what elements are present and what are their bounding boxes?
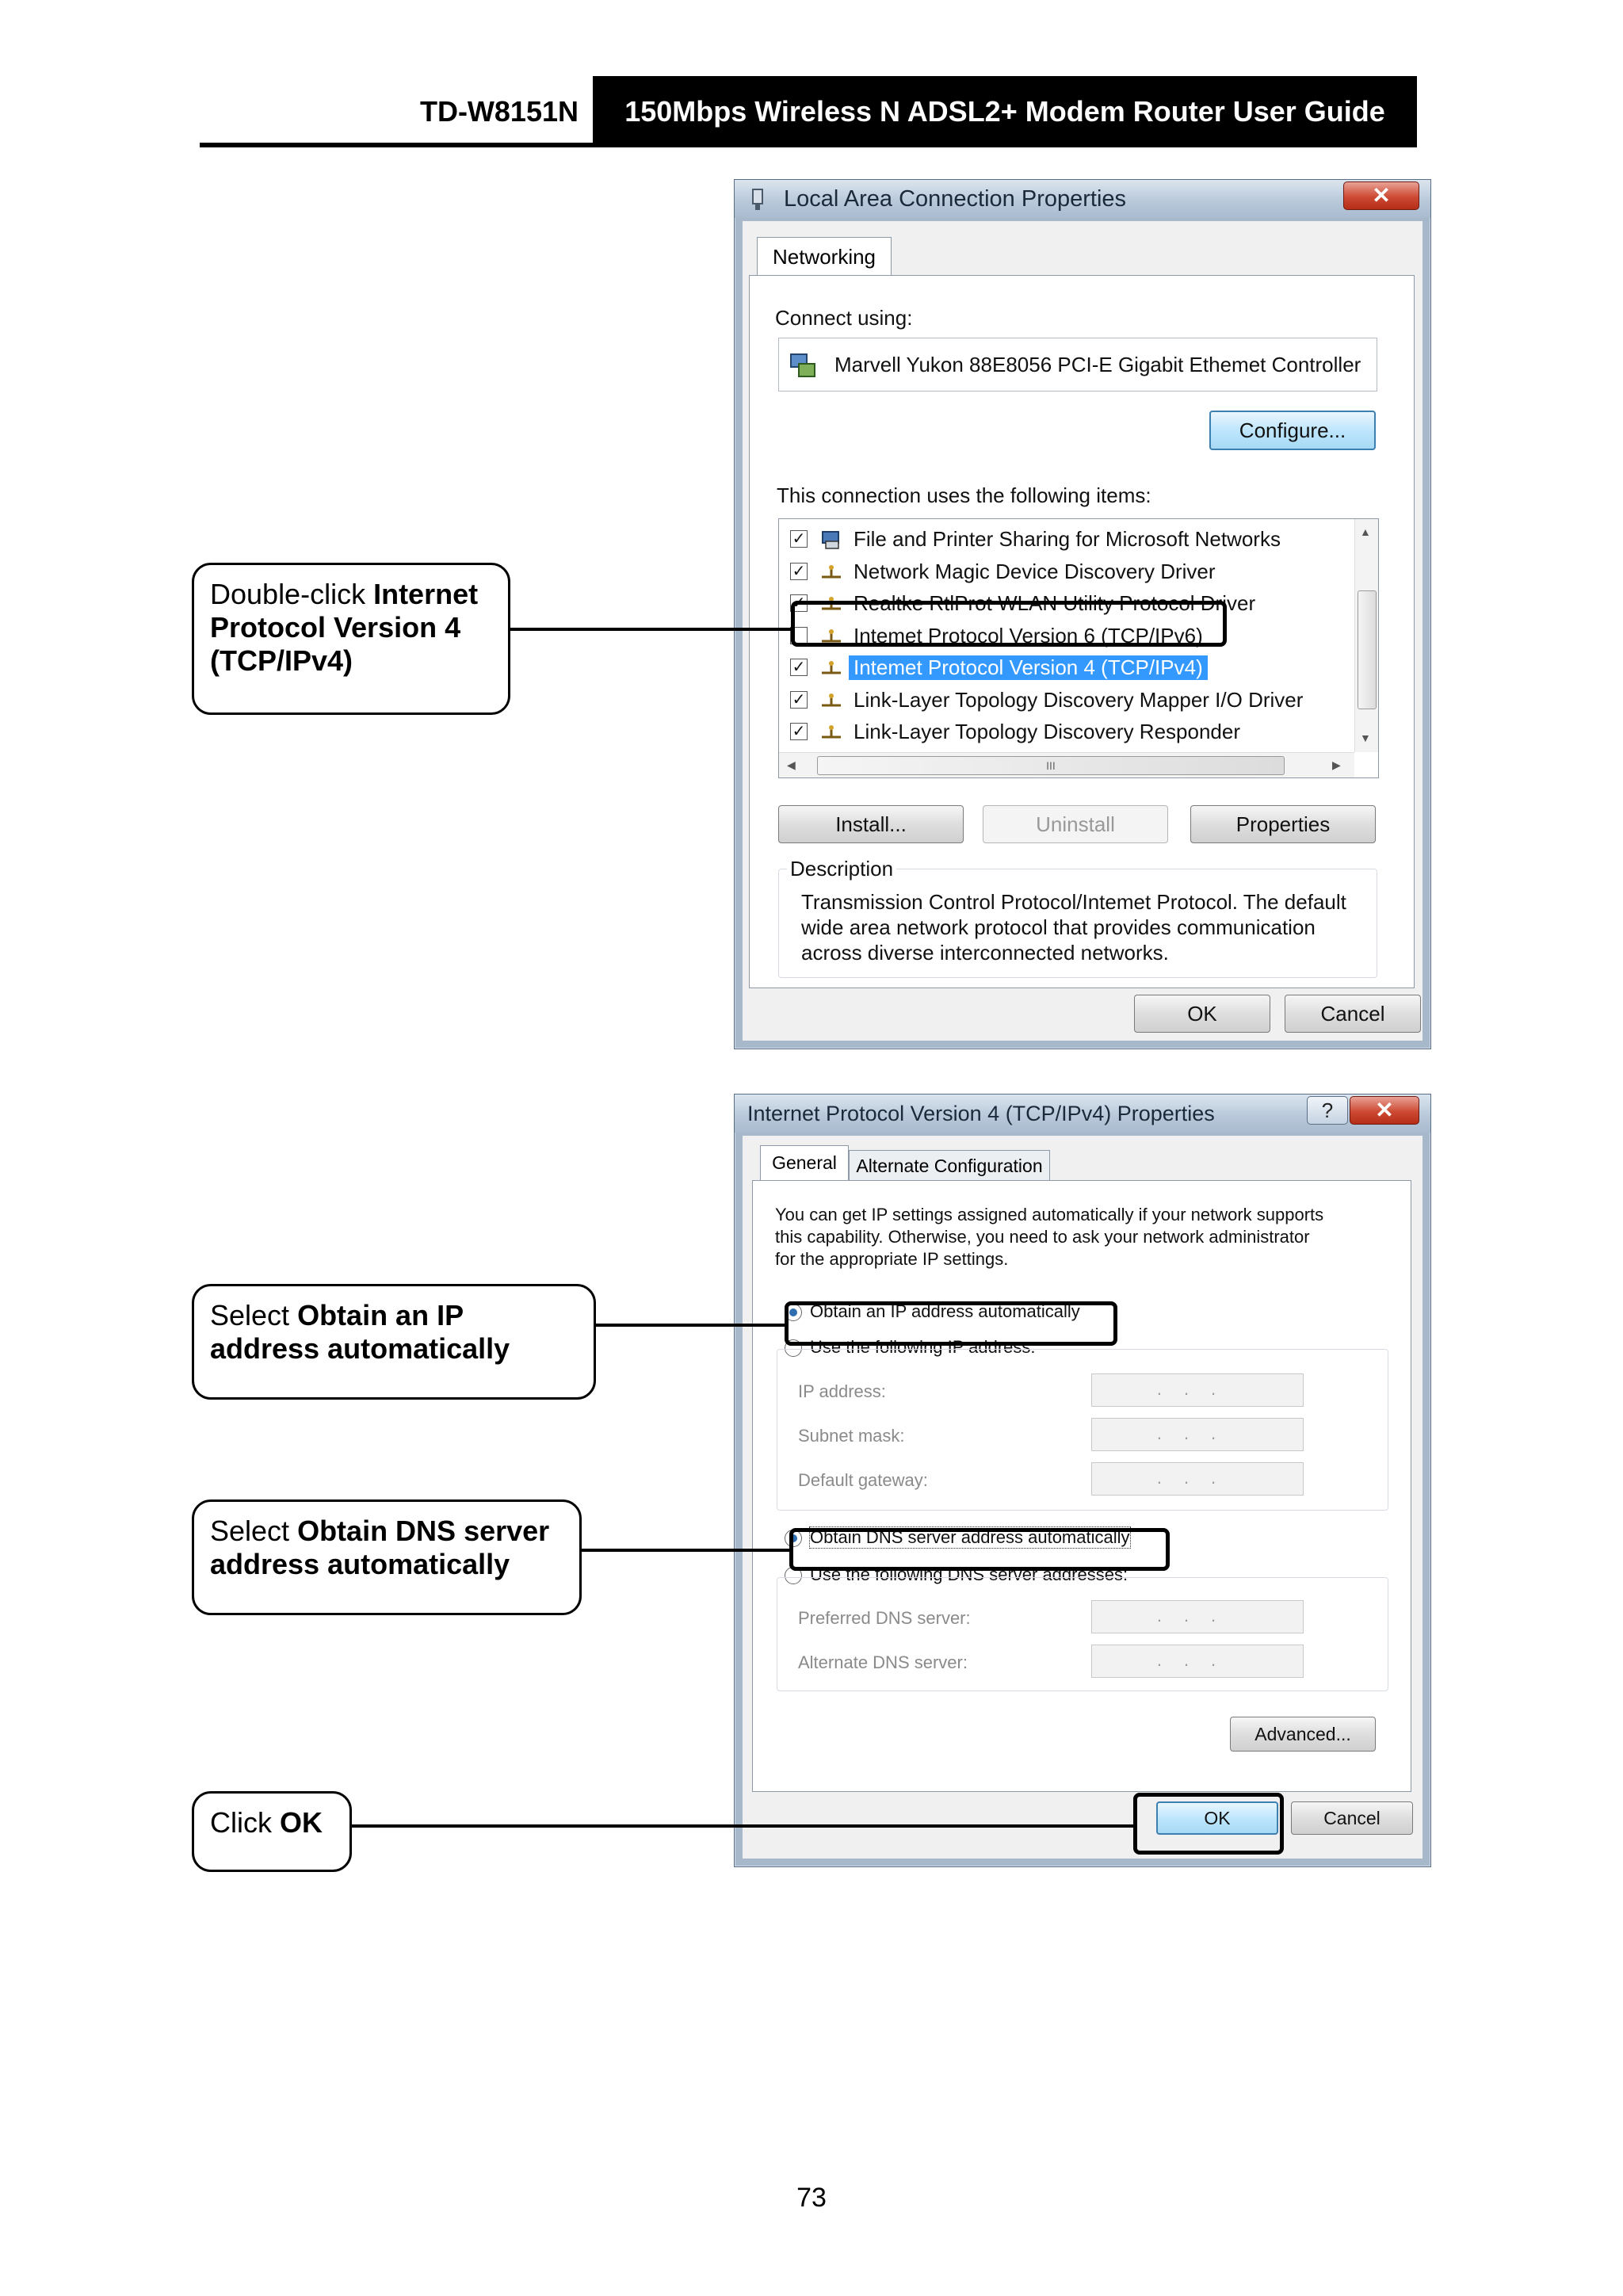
use-following-ip-label[interactable]: Use the following IP address:: [810, 1337, 1036, 1357]
callout-obtain-dns-bold: Obtain DNS server address automatically: [210, 1515, 550, 1580]
lan-dialog-titlebar: [735, 180, 1430, 218]
ipv4-dialog-title: Internet Protocol Version 4 (TCP/IPv4) Properties: [747, 1102, 1215, 1125]
callout-obtain-dns: [192, 1499, 582, 1615]
callout-obtain-ip-prefix: Select: [210, 1299, 298, 1331]
connection-item-checkbox[interactable]: ✓: [790, 691, 808, 709]
connection-item-checkbox[interactable]: ✓: [790, 563, 808, 580]
printer-sharing-icon: [820, 529, 842, 551]
connection-item-checkbox[interactable]: ✓: [790, 659, 808, 676]
obtain-ip-label[interactable]: Obtain an IP address automatically: [810, 1301, 1080, 1321]
callout-click-ok: [192, 1791, 352, 1872]
connection-item-row[interactable]: [779, 652, 1353, 682]
default-gateway-label: Default gateway:: [798, 1470, 928, 1490]
leader-line-ipv4: [510, 628, 791, 631]
lan-cancel-button[interactable]: Cancel: [1285, 995, 1421, 1033]
callout-obtain-dns-prefix: Select: [210, 1515, 298, 1547]
connect-using-label: Connect using:: [775, 306, 913, 330]
connection-item-checkbox[interactable]: ✓: [790, 723, 808, 740]
tab-alternate-configuration-label: Alternate Configuration: [856, 1156, 1043, 1176]
scroll-up-arrow[interactable]: ▲: [1360, 525, 1371, 538]
callout-obtain-ip-bold: Obtain an IP address automatically: [210, 1299, 510, 1365]
default-gateway-field: ...: [1091, 1462, 1304, 1496]
lan-close-button[interactable]: ✕: [1343, 181, 1419, 210]
obtain-ip-highlight: [785, 1301, 1117, 1346]
lan-ok-button[interactable]: OK: [1134, 995, 1270, 1033]
intro-line-3: for the appropriate IP settings.: [775, 1249, 1009, 1269]
ipv4-help-button[interactable]: ?: [1307, 1096, 1348, 1125]
connection-item-row[interactable]: [779, 556, 1353, 586]
items-vertical-scrollbar[interactable]: [1354, 519, 1378, 752]
static-ip-group: [777, 1349, 1388, 1511]
connection-item-checkbox[interactable]: ✓: [790, 594, 808, 612]
alternate-dns-field: ...: [1091, 1645, 1304, 1678]
description-line-1: Transmission Control Protocol/Intemet Protocol. The default: [801, 890, 1346, 914]
description-label: Description: [787, 857, 896, 881]
items-horizontal-scrollbar[interactable]: [779, 752, 1354, 777]
lan-dialog-title: Local Area Connection Properties: [784, 186, 1127, 212]
description-line-2: wide area network protocol that provides communication: [801, 915, 1316, 939]
horizontal-scroll-thumb[interactable]: [817, 756, 1285, 775]
adapter-icon: [789, 351, 817, 380]
connection-item-checkbox[interactable]: ✓: [790, 530, 808, 548]
description-line-3: across diverse interconnected networks.: [801, 941, 1169, 965]
connection-item-label: Link-Layer Topology Discovery Mapper I/O Driver: [854, 687, 1304, 712]
obtain-dns-highlight: [789, 1528, 1170, 1571]
ipv4-item-highlight: [791, 601, 1227, 647]
connection-item-row[interactable]: [779, 524, 1353, 554]
callout-obtain-ip: [192, 1284, 596, 1400]
ip-address-label: IP address:: [798, 1381, 886, 1401]
scroll-down-arrow[interactable]: ▼: [1360, 732, 1371, 744]
properties-button[interactable]: Properties: [1190, 805, 1376, 843]
ipv4-close-button[interactable]: ✕: [1350, 1096, 1419, 1125]
scroll-left-arrow[interactable]: ◀: [787, 758, 796, 771]
callout-double-click-ipv4: [192, 563, 510, 715]
intro-line-1: You can get IP settings assigned automatically if your network supports: [775, 1205, 1324, 1224]
adapter-name: Marvell Yukon 88E8056 PCI-E Gigabit Ethemet Controller: [834, 353, 1361, 376]
preferred-dns-field: ...: [1091, 1600, 1304, 1633]
configure-button[interactable]: Configure...: [1209, 411, 1376, 450]
obtain-dns-label[interactable]: Obtain DNS server address automatically: [810, 1527, 1130, 1547]
connection-item-label: Link-Layer Topology Discovery Responder: [854, 720, 1240, 743]
ipv4-dialog-titlebar: [735, 1095, 1430, 1133]
description-group: [778, 857, 1377, 978]
use-following-dns-label[interactable]: Use the following DNS server addresses:: [810, 1564, 1128, 1584]
alternate-dns-label: Alternate DNS server:: [798, 1652, 968, 1672]
preferred-dns-label: Preferred DNS server:: [798, 1608, 971, 1628]
tab-alternate-configuration[interactable]: [849, 1150, 1050, 1182]
header-rule: [200, 143, 1417, 147]
protocol-icon: [820, 690, 842, 712]
connection-item-label: Realtke RtlProt WLAN Utility Protocol Driver: [854, 591, 1256, 615]
connection-item-label: Intemet Protocol Version 6 (TCP/IPv6): [854, 623, 1203, 648]
ipv4-dialog-client: [743, 1136, 1423, 1859]
callout-click-ok-prefix: Click: [210, 1806, 280, 1839]
ipv4-properties-dialog: [734, 1094, 1431, 1867]
callout-click-ok-bold: OK: [280, 1806, 323, 1839]
document-guide-title: 150Mbps Wireless N ADSL2+ Modem Router User Guide: [593, 76, 1417, 147]
intro-line-2: this capability. Otherwise, you need to ask your network administrator: [775, 1227, 1310, 1247]
uninstall-button: Uninstall: [983, 805, 1168, 843]
connection-item-label: File and Printer Sharing for Microsoft Networks: [854, 527, 1281, 551]
tab-networking[interactable]: [757, 237, 892, 277]
document-model-name: TD-W8151N: [419, 95, 579, 128]
tab-general-label: General: [772, 1152, 837, 1173]
connection-items-list[interactable]: [778, 518, 1379, 778]
leader-line-obtain-ip: [596, 1324, 785, 1327]
protocol-icon: [820, 721, 842, 743]
connection-item-label: Intemet Protocol Version 4 (TCP/IPv4): [849, 655, 1208, 680]
connection-item-label: Network Magic Device Discovery Driver: [854, 559, 1216, 583]
ip-address-field: ...: [1091, 1373, 1304, 1407]
network-adapter-icon: [749, 188, 766, 212]
ipv4-ok-button[interactable]: OK: [1156, 1801, 1278, 1835]
subnet-mask-label: Subnet mask:: [798, 1426, 905, 1446]
callout-double-click-bold: Internet Protocol Version 4 (TCP/IPv4): [210, 578, 479, 677]
leader-line-obtain-dns: [582, 1549, 789, 1552]
advanced-button[interactable]: Advanced...: [1230, 1717, 1376, 1752]
connection-item-row[interactable]: [779, 716, 1353, 747]
install-button[interactable]: Install...: [778, 805, 964, 843]
tab-general[interactable]: [760, 1145, 849, 1182]
scroll-grip: III: [1046, 759, 1056, 772]
scroll-right-arrow[interactable]: ▶: [1332, 758, 1341, 771]
connection-item-row[interactable]: [779, 685, 1353, 715]
subnet-mask-field: ...: [1091, 1418, 1304, 1451]
page-number: 73: [796, 2183, 827, 2213]
callout-double-click-prefix: Double-click: [210, 578, 374, 610]
ok-button-highlight: [1133, 1793, 1284, 1855]
leader-line-click-ok: [352, 1824, 1133, 1828]
ipv4-cancel-button[interactable]: Cancel: [1291, 1801, 1413, 1835]
items-label: This connection uses the following items:: [777, 483, 1151, 507]
adapter-field: [778, 338, 1377, 392]
static-dns-group: [777, 1577, 1388, 1691]
general-panel: [752, 1180, 1411, 1792]
vertical-scroll-thumb[interactable]: [1358, 590, 1377, 709]
tab-networking-label: Networking: [772, 245, 876, 269]
protocol-icon: [820, 561, 842, 583]
protocol-icon: [820, 657, 842, 679]
